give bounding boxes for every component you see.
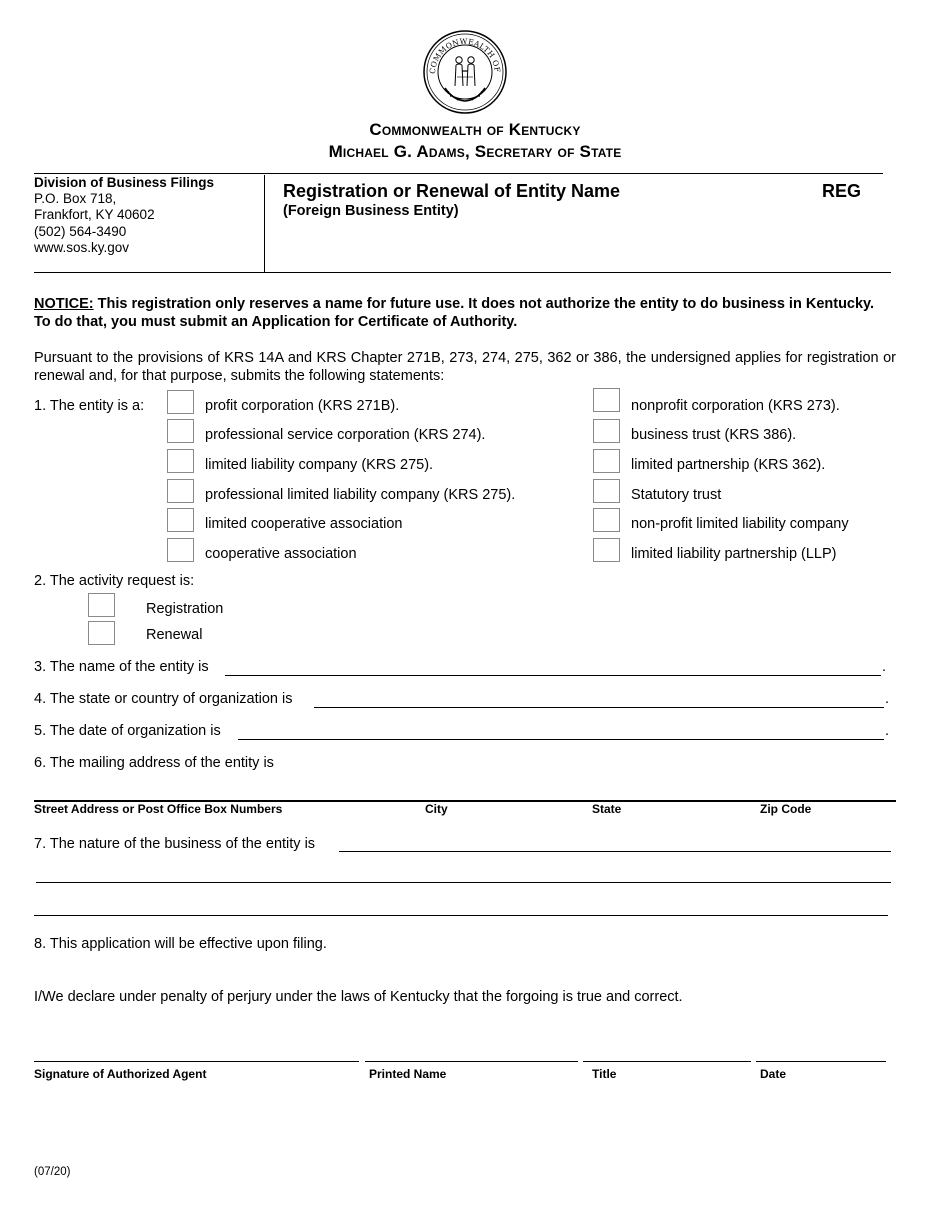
item2-label: 2. The activity request is: bbox=[34, 573, 195, 589]
item3-period: . bbox=[882, 659, 887, 675]
header-divider bbox=[264, 175, 265, 272]
caption-signature: Signature of Authorized Agent bbox=[34, 1067, 207, 1081]
office-address-block bbox=[34, 175, 214, 256]
form-code: REG bbox=[822, 181, 862, 201]
option-business-trust: business trust (KRS 386). bbox=[631, 427, 797, 443]
checkbox-professional-service-corporation[interactable] bbox=[167, 419, 194, 443]
form-subtitle: (Foreign Business Entity) bbox=[283, 203, 459, 219]
checkbox-profit-corporation[interactable] bbox=[167, 390, 194, 414]
state-of-organization-line[interactable] bbox=[314, 707, 884, 708]
item1-label: 1. The entity is a: bbox=[34, 398, 145, 414]
item4-label: 4. The state or country of organization is bbox=[34, 691, 293, 707]
option-registration: Registration bbox=[146, 601, 224, 617]
checkbox-limited-cooperative-association[interactable] bbox=[167, 508, 194, 532]
business-nature-line-3[interactable] bbox=[34, 915, 888, 916]
office-city: Frankfort, KY 40602 bbox=[34, 207, 155, 223]
header-secretary: Michael G. Adams, Secretary of State bbox=[328, 142, 622, 161]
header-rule bbox=[34, 173, 883, 174]
notice-text: This registration only reserves a name for future use. It does not authorize the entity to do business in Kentucky. To do that, you must submit an Application for Certificate of Authority. bbox=[34, 296, 875, 330]
caption-state: State bbox=[592, 802, 622, 816]
checkbox-nonprofit-llc[interactable] bbox=[593, 508, 620, 532]
caption-street: Street Address or Post Office Box Numbers bbox=[34, 802, 283, 816]
office-website: www.sos.ky.gov bbox=[34, 239, 130, 255]
item6-label: 6. The mailing address of the entity is bbox=[34, 755, 274, 771]
option-limited-cooperative-association: limited cooperative association bbox=[205, 516, 403, 532]
checkbox-registration[interactable] bbox=[88, 593, 115, 617]
option-limited-liability-company: limited liability company (KRS 275). bbox=[205, 457, 434, 473]
option-nonprofit-corporation: nonprofit corporation (KRS 273). bbox=[631, 398, 840, 414]
checkbox-cooperative-association[interactable] bbox=[167, 538, 194, 562]
printed-name-line[interactable] bbox=[365, 1061, 578, 1062]
option-professional-service-corporation: professional service corporation (KRS 274). bbox=[205, 427, 486, 443]
caption-printed-name: Printed Name bbox=[369, 1067, 447, 1081]
office-po-box: P.O. Box 718, bbox=[34, 191, 117, 207]
option-llp: limited liability partnership (LLP) bbox=[631, 546, 837, 562]
header-bottom-rule bbox=[34, 272, 891, 273]
checkbox-nonprofit-corporation[interactable] bbox=[593, 388, 620, 412]
state-seal bbox=[423, 30, 507, 114]
caption-date: Date bbox=[760, 1067, 787, 1081]
item7-label: 7. The nature of the business of the entity is bbox=[34, 836, 316, 852]
date-line[interactable] bbox=[756, 1061, 886, 1062]
option-renewal: Renewal bbox=[146, 627, 203, 643]
svg-text:COMMONWEALTH OF KENTUCKY: COMMONWEALTH OF bbox=[427, 36, 503, 75]
option-nonprofit-llc: non-profit limited liability company bbox=[631, 516, 849, 532]
checkbox-professional-llc[interactable] bbox=[167, 479, 194, 503]
checkbox-llp[interactable] bbox=[593, 538, 620, 562]
intro-paragraph: Pursuant to the provisions of KRS 14A and KRS Chapter 271B, 273, 274, 275, 362 or 386, the undersigned applies for registration or renewal and, for that purpose, submits the following statements: bbox=[34, 350, 896, 384]
item8-label: 8. This application will be effective upon filing. bbox=[34, 936, 327, 952]
office-name: Division of Business Filings bbox=[34, 175, 215, 190]
title-line[interactable] bbox=[583, 1061, 751, 1062]
option-cooperative-association: cooperative association bbox=[205, 546, 357, 562]
checkbox-limited-partnership[interactable] bbox=[593, 449, 620, 473]
item5-period: . bbox=[885, 723, 890, 739]
option-professional-llc: professional limited liability company (KRS 275). bbox=[205, 487, 516, 503]
caption-zip: Zip Code bbox=[760, 802, 812, 816]
notice-label: NOTICE: bbox=[34, 296, 94, 312]
business-nature-line-1[interactable] bbox=[339, 851, 891, 852]
caption-city: City bbox=[425, 802, 448, 816]
checkbox-limited-liability-company[interactable] bbox=[167, 449, 194, 473]
item4-period: . bbox=[885, 691, 890, 707]
caption-title: Title bbox=[592, 1067, 617, 1081]
option-statutory-trust: Statutory trust bbox=[631, 487, 722, 503]
declaration: I/We declare under penalty of perjury under the laws of Kentucky that the forgoing is true and correct. bbox=[34, 989, 683, 1005]
checkbox-business-trust[interactable] bbox=[593, 419, 620, 443]
notice bbox=[34, 295, 894, 331]
option-limited-partnership: limited partnership (KRS 362). bbox=[631, 457, 826, 473]
date-of-organization-line[interactable] bbox=[238, 739, 884, 740]
form-title: Registration or Renewal of Entity Name bbox=[283, 181, 621, 201]
header-commonwealth: Commonwealth of Kentucky bbox=[369, 120, 581, 139]
business-nature-line-2[interactable] bbox=[36, 882, 891, 883]
checkbox-statutory-trust[interactable] bbox=[593, 479, 620, 503]
item5-label: 5. The date of organization is bbox=[34, 723, 221, 739]
form-revision: (07/20) bbox=[34, 1166, 71, 1178]
signature-line[interactable] bbox=[34, 1061, 359, 1062]
entity-name-line[interactable] bbox=[225, 675, 881, 676]
item3-label: 3. The name of the entity is bbox=[34, 659, 209, 675]
office-phone: (502) 564-3490 bbox=[34, 223, 127, 239]
option-profit-corporation: profit corporation (KRS 271B). bbox=[205, 398, 400, 414]
checkbox-renewal[interactable] bbox=[88, 621, 115, 645]
